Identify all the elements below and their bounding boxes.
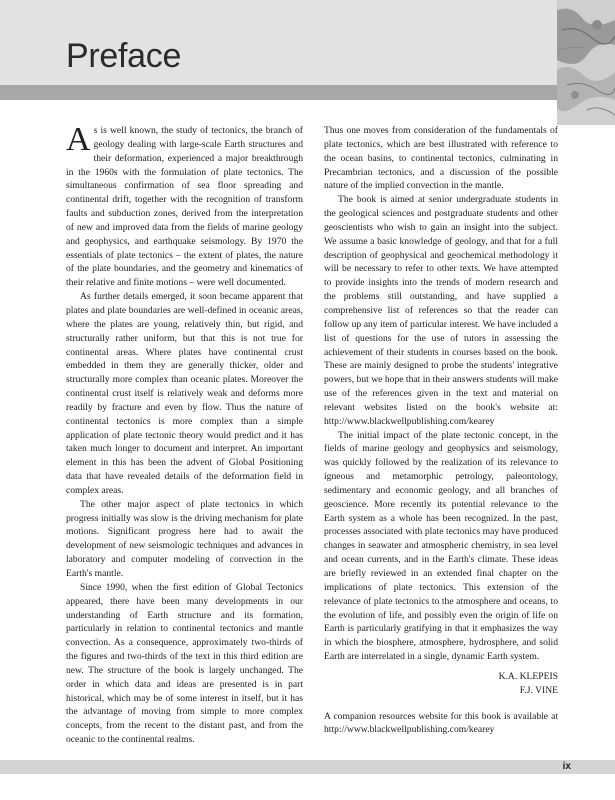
paragraph: Since 1990, when the first edition of Global Tectonics appeared, there have been many developments in our understanding of Earth structure and its formation, particularly in relation to continental tectonics and mantle convection. As a consequence, approximately two-thirds of the figures and two-thirds of the text in this third edition are new. The structure of the book is largely unchanged. The order in which data and ideas are presented is in part historical, which may be of some interest in itself, but it has the advantage of moving from simple to more complex concepts, from the recent to the distant past, and from the oceanic to the continental realms. [66,581,303,746]
paragraph [66,121,303,290]
right-column [324,124,558,737]
footer-bar [0,760,615,774]
page-title: Preface [66,37,182,75]
page-number: ix [562,761,571,772]
header-bar [0,85,615,100]
paragraph: As further details emerged, it soon became apparent that plates and plate boundaries are well-defined in oceanic areas, where the plates are young, relatively thin, but rigid, and structurally rather uniform, but that this is not true for continental areas. Where plates have continental crust embedded in them they are generally thicker, older and structurally more complex than oceanic plates. Moreover the continental crust itself is relatively weak and deforms more readily by fracture and even by flow. Thus the nature of continental tectonics is more complex than a simple application of plate tectonic theory would predict and it has taken much longer to document and interpret. An important element in this has been the advent of Global Positioning data that have revealed details of the deformation field in complex areas. [66,291,303,496]
paragraph: The other major aspect of plate tectonics in which progress initially was slow is the driving mechanism for plate motions. Significant progress here had to await the development of new seismologic techniques and advances in laboratory and computer modeling of convection in the Earth's mantle. [66,498,303,579]
author-name: K.A. KLEPEIS [498,670,558,682]
left-column [66,121,303,747]
drop-cap: A [66,121,91,158]
map-thumbnail-image [557,0,615,125]
page-header [0,0,615,100]
paragraph-text: s is well known, the study of tectonics, the branch of geology dealing with large-scale Earth structures and their deformation, experienced a major breakthrough in the 1960s with the formulation of plate tectonics. The simultaneous confirmation of sea floor spreading and continental drift, together with the recognition of transform faults and subduction zones, derived from the interpretation of new and improved data from the fields of marine geology and geophysics, and earthquake seismology. By 1970 the essentials of plate tectonics – the extent of plates, the nature of the plate boundaries, and the geometry and kinematics of their relative and finite motions – were well documented. [66,125,303,289]
companion-website-note: A companion resources website for this book is available at http://www.blackwellpublishing.com/kearey [324,710,558,736]
author-name: F.J. VINE [519,684,558,696]
paragraph: Thus one moves from consideration of the fundamentals of plate tectonics, which are best illustrated with reference to the ocean basins, to continental tectonics, culminating in Precambrian tectonics, and a discussion of the possible nature of the implied convection in the mantle. [324,125,558,192]
paragraph: The initial impact of the plate tectonic concept, in the fields of marine geology and geophysics and seismology, was quickly followed by the realization of its relevance to igneous and metamorphic petrology, paleontology, sedimentary and economic geology, and all branches of geoscience. More recently its potential relevance to the Earth system as a whole has been recognized. In the past, processes associated with plate tectonics may have produced changes in seawater and atmospheric chemistry, in sea level and ocean currents, and in the Earth's climate. These ideas are briefly reviewed in an extended final chapter on the implications of plate tectonics. This extension of the relevance of plate tectonics to the atmosphere and oceans, to the evolution of life, and possibly even the origin of life on Earth is particularly gratifying in that it emphasizes the way in which the biosphere, atmosphere, hydrosphere, and solid Earth are interrelated in a single, dynamic Earth system. [324,429,558,663]
paragraph: The book is aimed at senior undergraduate students in the geological sciences and postgraduate students and other geoscientists who wish to gain an insight into the subject. We assume a basic knowledge of geology, and that for a full description of geophysical and geochemical methodology it will be necessary to refer to other texts. We have attempted to provide insights into the trends of modern research and the problems still outstanding, and have supplied a comprehensive list of references so that the reader can follow up any item of particular interest. We have included a list of questions for the use of tutors in assessing the achievement of their students in courses based on the book. These are mainly designed to probe the students' integrative powers, but we hope that in their answers students will make use of the references given in the text and material on relevant websites listed on the book's website at: http://www.blackwellpublishing.com/kearey [324,194,558,427]
author-signatures [324,670,558,698]
